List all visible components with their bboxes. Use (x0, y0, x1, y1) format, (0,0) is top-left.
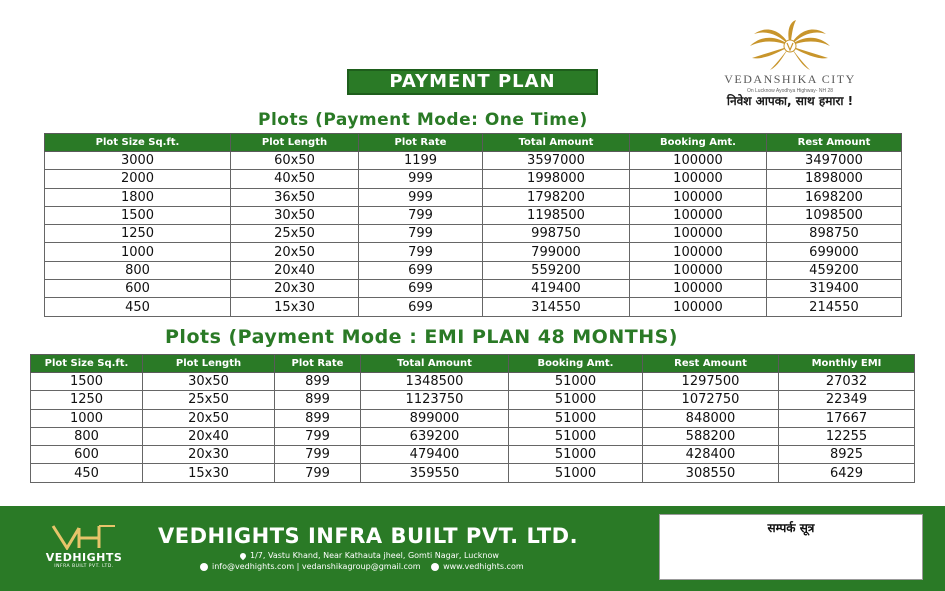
table-row (45, 152, 902, 170)
table-cell: 60x50 (231, 152, 359, 170)
table-cell: 1800 (45, 188, 231, 206)
one-time-section-title: Plots (Payment Mode: One Time) (258, 110, 588, 130)
table-cell: 8925 (779, 446, 915, 464)
column-header: Plot Length (231, 134, 359, 152)
website-link[interactable]: www.vedhights.com (443, 562, 524, 571)
table-cell: 1123750 (361, 391, 509, 409)
emi-section-title: Plots (Payment Mode : EMI PLAN 48 MONTHS) (165, 326, 678, 348)
table-cell: 1500 (45, 206, 231, 224)
table-cell: 51000 (509, 373, 643, 391)
table-cell: 1297500 (643, 373, 779, 391)
table-cell: 699000 (767, 243, 902, 261)
table-row (31, 373, 915, 391)
table-cell: 3000 (45, 152, 231, 170)
swirl-logo-icon (740, 20, 840, 72)
table-cell: 1000 (45, 243, 231, 261)
table-cell: 799 (275, 427, 361, 445)
table-cell: 799 (359, 243, 483, 261)
email-text: info@vedhights.com | vedanshikagroup@gmail.com (212, 562, 421, 571)
table-cell: 51000 (509, 391, 643, 409)
table-row (45, 225, 902, 243)
table-cell: 15x30 (231, 298, 359, 316)
table-cell: 2000 (45, 170, 231, 188)
table-row (31, 391, 915, 409)
table-cell: 559200 (483, 261, 630, 279)
table-cell: 20x40 (231, 261, 359, 279)
location-pin-icon (239, 551, 247, 559)
globe-icon (431, 563, 439, 571)
table-cell: 319400 (767, 280, 902, 298)
table-cell: 699 (359, 298, 483, 316)
email-icon (200, 563, 208, 571)
table-cell: 100000 (630, 243, 767, 261)
table-cell: 799 (275, 446, 361, 464)
column-header: Rest Amount (643, 355, 779, 373)
table-row (31, 464, 915, 482)
table-cell: 450 (45, 298, 231, 316)
column-header: Monthly EMI (779, 355, 915, 373)
table-row (45, 206, 902, 224)
column-header: Plot Size Sq.ft. (45, 134, 231, 152)
footer-logo-subtitle: INFRA BUILT PVT. LTD. (54, 564, 114, 569)
table-cell: 1348500 (361, 373, 509, 391)
table-cell: 36x50 (231, 188, 359, 206)
one-time-table (44, 133, 902, 317)
table-row (45, 298, 902, 316)
table-cell: 1250 (31, 391, 143, 409)
table-cell: 30x50 (231, 206, 359, 224)
table-cell: 899 (275, 373, 361, 391)
table-cell: 799 (359, 225, 483, 243)
table-row (31, 427, 915, 445)
table-cell: 1898000 (767, 170, 902, 188)
table-cell: 600 (31, 446, 143, 464)
column-header: Plot Rate (359, 134, 483, 152)
column-header: Booking Amt. (630, 134, 767, 152)
table-cell: 20x50 (143, 409, 275, 427)
table-cell: 51000 (509, 446, 643, 464)
logo-name: VEDANSHIKA CITY (724, 72, 856, 86)
table-row (45, 170, 902, 188)
table-cell: 899000 (361, 409, 509, 427)
table-cell: 100000 (630, 225, 767, 243)
table-cell: 100000 (630, 188, 767, 206)
company-address (240, 551, 499, 560)
table-cell: 1998000 (483, 170, 630, 188)
table-cell: 898750 (767, 225, 902, 243)
table-cell: 12255 (779, 427, 915, 445)
table-cell: 20x50 (231, 243, 359, 261)
table-cell: 1199 (359, 152, 483, 170)
company-name: VEDHIGHTS INFRA BUILT PVT. LTD. (158, 524, 579, 548)
table-header-row (31, 355, 915, 373)
table-cell: 3497000 (767, 152, 902, 170)
tagline: निवेश आपका, साथ हमारा ! (726, 94, 854, 108)
table-cell: 1698200 (767, 188, 902, 206)
table-cell: 699 (359, 280, 483, 298)
table-cell: 51000 (509, 409, 643, 427)
table-cell: 799 (359, 206, 483, 224)
vedhights-logo (28, 524, 140, 569)
table-cell: 100000 (630, 206, 767, 224)
table-row (45, 243, 902, 261)
table-cell: 699 (359, 261, 483, 279)
table-cell: 1250 (45, 225, 231, 243)
table-cell: 100000 (630, 280, 767, 298)
table-row (45, 188, 902, 206)
column-header: Total Amount (483, 134, 630, 152)
column-header: Total Amount (361, 355, 509, 373)
table-cell: 450 (31, 464, 143, 482)
table-cell: 1500 (31, 373, 143, 391)
contact-line (200, 562, 524, 571)
table-cell: 100000 (630, 261, 767, 279)
table-row (31, 409, 915, 427)
table-cell: 1198500 (483, 206, 630, 224)
table-cell: 17667 (779, 409, 915, 427)
table-cell: 314550 (483, 298, 630, 316)
table-cell: 800 (45, 261, 231, 279)
table-cell: 998750 (483, 225, 630, 243)
contact-box (659, 514, 923, 580)
column-header: Plot Length (143, 355, 275, 373)
table-cell: 1000 (31, 409, 143, 427)
table-cell: 20x30 (231, 280, 359, 298)
footer-logo-name: VEDHIGHTS (45, 551, 123, 564)
table-cell: 27032 (779, 373, 915, 391)
column-header: Plot Size Sq.ft. (31, 355, 143, 373)
table-cell: 899 (275, 391, 361, 409)
table-cell: 25x50 (231, 225, 359, 243)
table-cell: 100000 (630, 170, 767, 188)
table-row (45, 280, 902, 298)
column-header: Booking Amt. (509, 355, 643, 373)
table-cell: 999 (359, 188, 483, 206)
contact-title: सम्पर्क सूत्र (767, 521, 815, 535)
table-cell: 479400 (361, 446, 509, 464)
page-title: PAYMENT PLAN (347, 69, 598, 95)
table-cell: 100000 (630, 152, 767, 170)
table-cell: 15x30 (143, 464, 275, 482)
table-cell: 22349 (779, 391, 915, 409)
table-cell: 51000 (509, 427, 643, 445)
table-cell: 359550 (361, 464, 509, 482)
table-cell: 639200 (361, 427, 509, 445)
table-cell: 1798200 (483, 188, 630, 206)
table-cell: 600 (45, 280, 231, 298)
table-cell: 40x50 (231, 170, 359, 188)
table-cell: 1072750 (643, 391, 779, 409)
table-cell: 3597000 (483, 152, 630, 170)
table-row (45, 261, 902, 279)
table-cell: 419400 (483, 280, 630, 298)
vh-logo-icon (49, 524, 119, 550)
table-cell: 30x50 (143, 373, 275, 391)
footer (0, 506, 945, 591)
table-cell: 848000 (643, 409, 779, 427)
table-cell: 20x30 (143, 446, 275, 464)
column-header: Plot Rate (275, 355, 361, 373)
logo-subtitle: On Lucknow Ayodhya Highway- NH 28 (746, 88, 834, 94)
table-cell: 1098500 (767, 206, 902, 224)
table-cell: 799000 (483, 243, 630, 261)
table-cell: 799 (275, 464, 361, 482)
table-cell: 214550 (767, 298, 902, 316)
table-cell: 588200 (643, 427, 779, 445)
table-cell: 999 (359, 170, 483, 188)
address-text: 1/7, Vastu Khand, Near Kathauta jheel, Gomti Nagar, Lucknow (250, 551, 499, 560)
table-cell: 51000 (509, 464, 643, 482)
table-cell: 6429 (779, 464, 915, 482)
table-cell: 20x40 (143, 427, 275, 445)
emi-table (30, 354, 915, 483)
table-cell: 899 (275, 409, 361, 427)
table-cell: 25x50 (143, 391, 275, 409)
table-row (31, 446, 915, 464)
table-cell: 308550 (643, 464, 779, 482)
table-cell: 428400 (643, 446, 779, 464)
table-header-row (45, 134, 902, 152)
table-cell: 800 (31, 427, 143, 445)
table-cell: 459200 (767, 261, 902, 279)
table-cell: 100000 (630, 298, 767, 316)
column-header: Rest Amount (767, 134, 902, 152)
